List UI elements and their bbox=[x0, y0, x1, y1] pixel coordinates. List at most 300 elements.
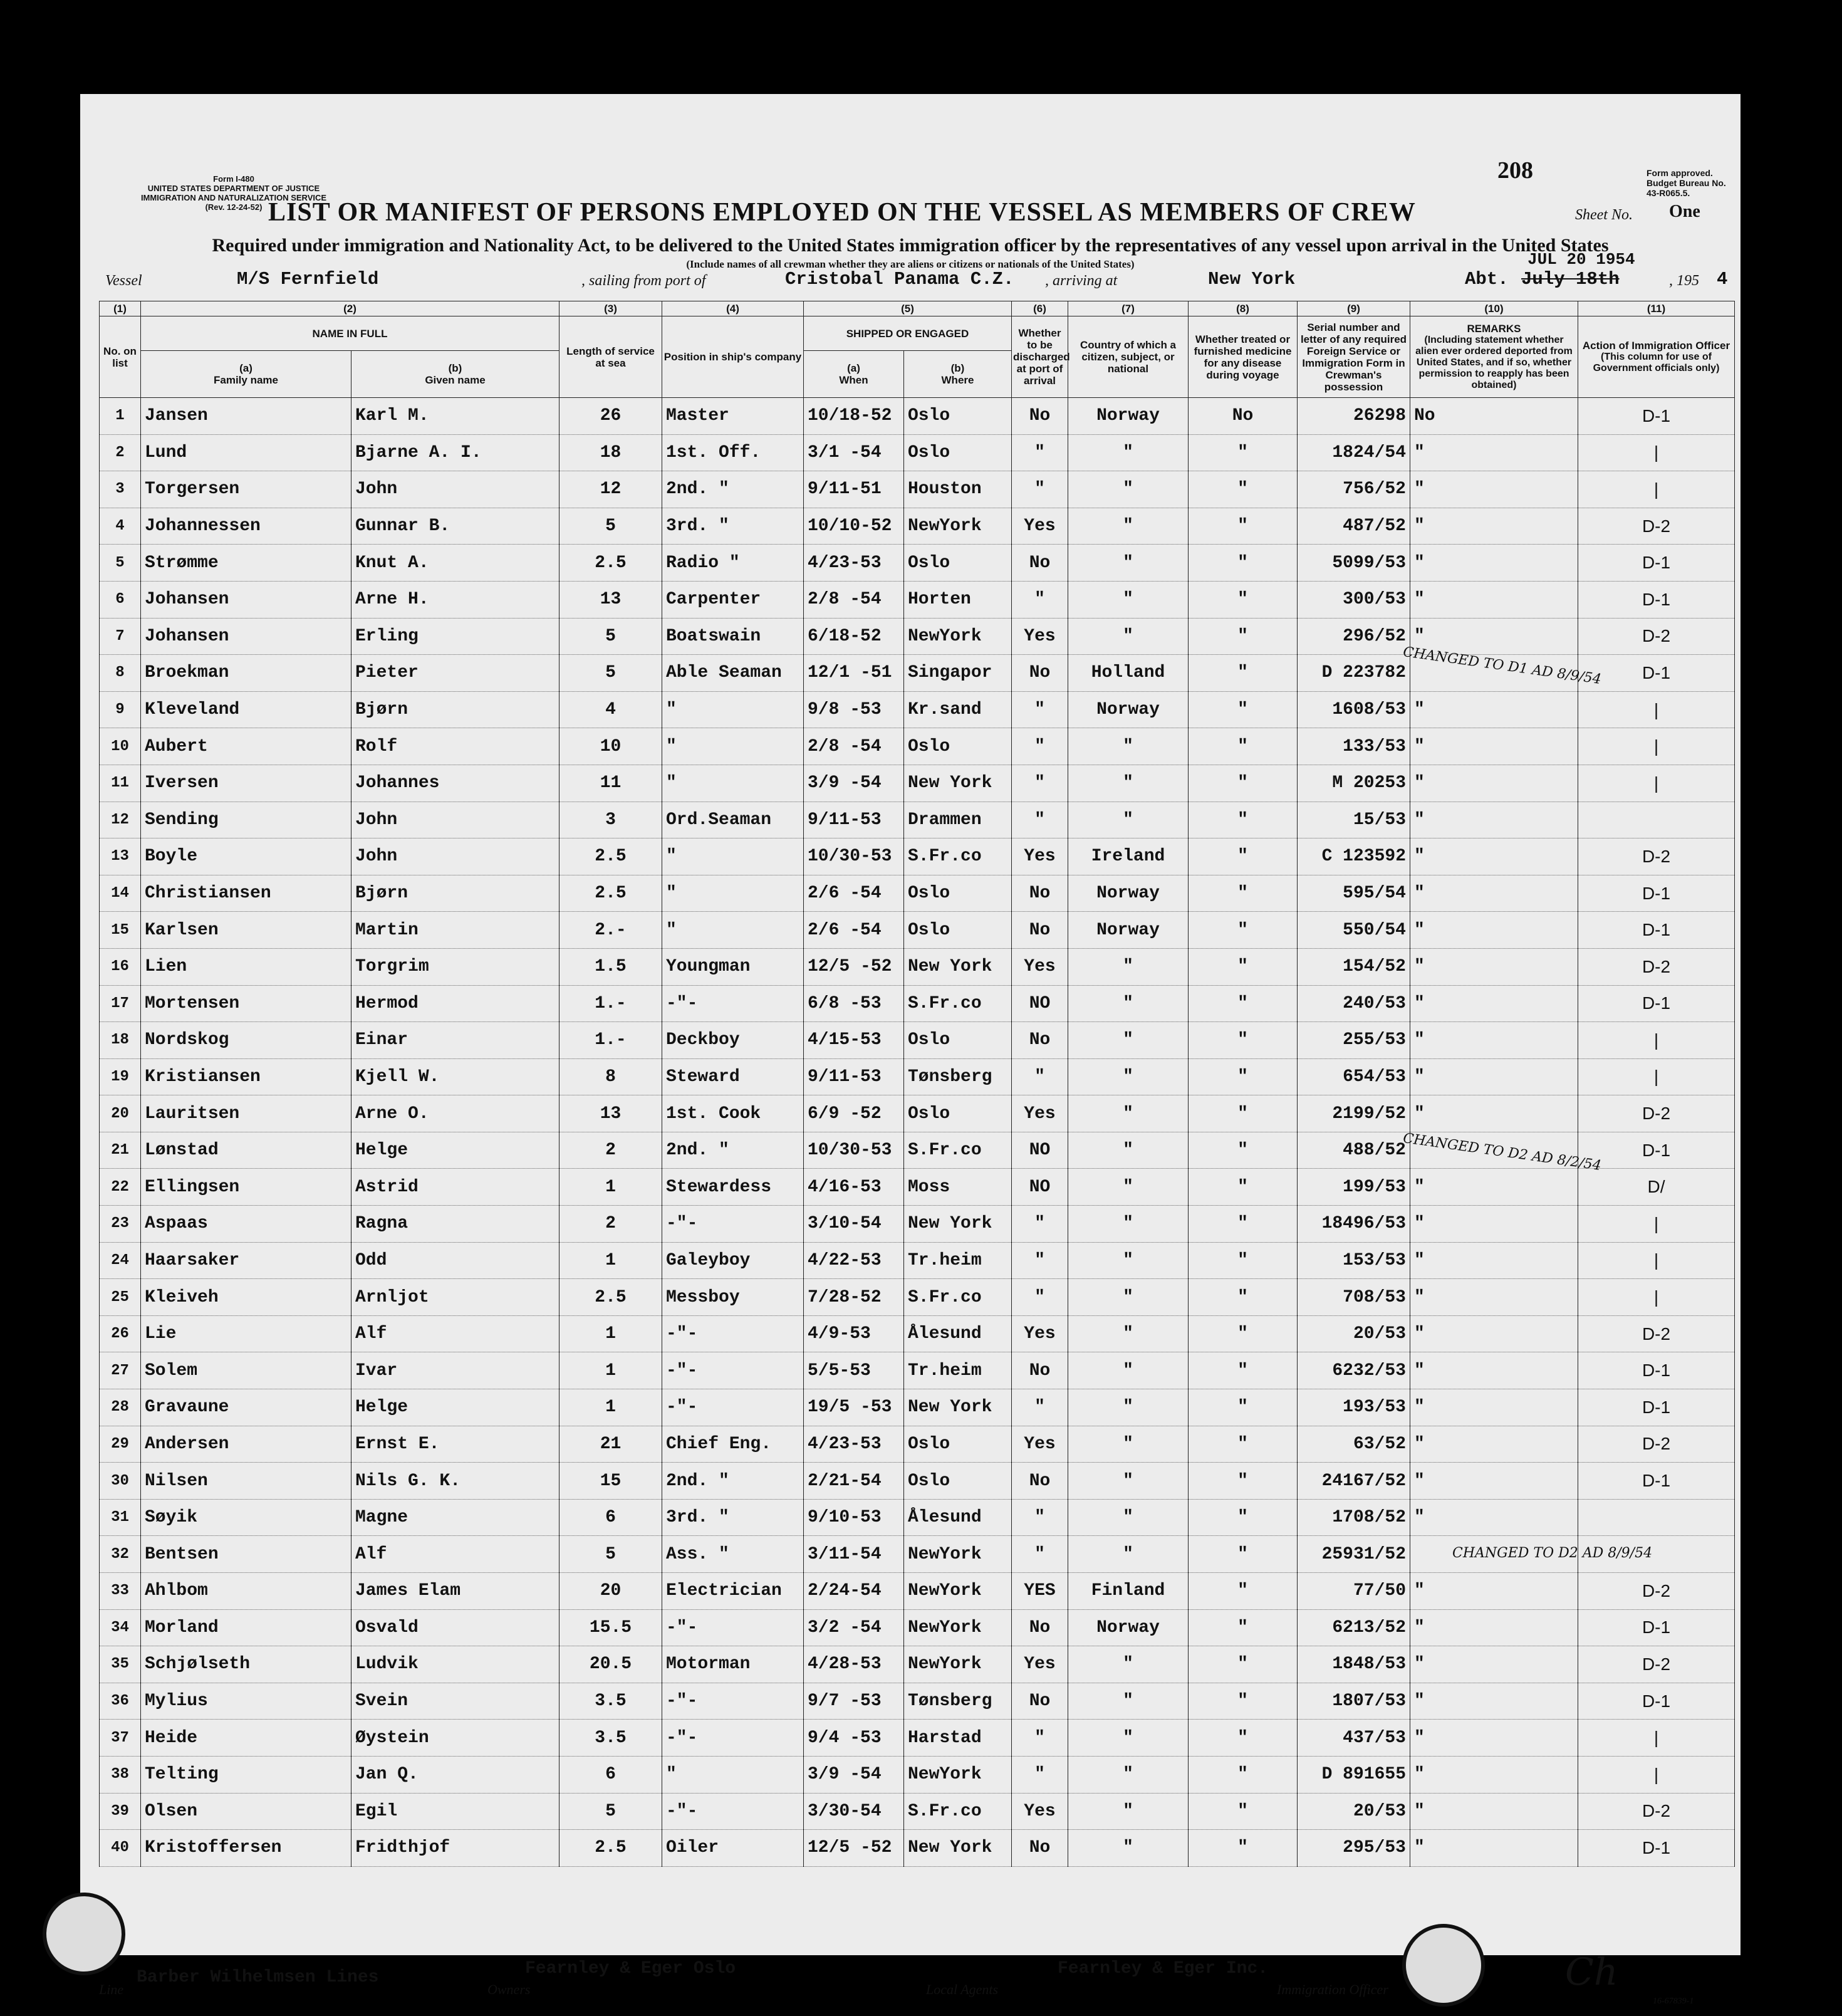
immigration-action-cell: D-2 bbox=[1578, 618, 1735, 655]
table-row bbox=[100, 1206, 1735, 1243]
shipped-when-cell: 4/15-53 bbox=[804, 1022, 904, 1059]
row-number-cell: 14 bbox=[100, 875, 141, 912]
family-name-cell: Heide bbox=[141, 1720, 351, 1757]
serial-number-cell: 1824/54 bbox=[1298, 434, 1410, 471]
shipped-where-cell: Tønsberg bbox=[904, 1058, 1012, 1095]
family-name-cell: Ellingsen bbox=[141, 1169, 351, 1206]
discharged-cell: No bbox=[1012, 1609, 1068, 1646]
table-row bbox=[100, 838, 1735, 875]
table-row bbox=[100, 508, 1735, 545]
country-cell: " bbox=[1068, 1242, 1189, 1279]
family-name-cell: Johansen bbox=[141, 581, 351, 618]
service-length-cell: 2.5 bbox=[559, 875, 662, 912]
treated-cell: " bbox=[1189, 728, 1298, 765]
family-name-cell: Lund bbox=[141, 434, 351, 471]
col-num-10: (10) bbox=[1410, 301, 1578, 316]
treated-cell: " bbox=[1189, 875, 1298, 912]
treated-cell: " bbox=[1189, 912, 1298, 949]
serial-number-cell: 18496/53 bbox=[1298, 1206, 1410, 1243]
immigration-action-cell: D-2 bbox=[1578, 1793, 1735, 1830]
service-length-cell: 2.- bbox=[559, 912, 662, 949]
remarks-cell: " bbox=[1410, 1573, 1578, 1610]
table-row bbox=[100, 765, 1735, 802]
shipped-where-cell: Horten bbox=[904, 581, 1012, 618]
row-number-cell: 30 bbox=[100, 1463, 141, 1500]
given-name-cell: Egil bbox=[351, 1793, 559, 1830]
manifest-footer bbox=[99, 1950, 1734, 2006]
shipped-where-cell: Drammen bbox=[904, 802, 1012, 838]
given-name-cell: Martin bbox=[351, 912, 559, 949]
vessel-label: Vessel bbox=[105, 273, 142, 289]
shipped-when-cell: 12/5 -52 bbox=[804, 948, 904, 985]
serial-number-cell: 1608/53 bbox=[1298, 691, 1410, 728]
position-cell: Radio " bbox=[662, 545, 804, 582]
table-row bbox=[100, 1315, 1735, 1352]
discharged-cell: " bbox=[1012, 1389, 1068, 1426]
service-length-cell: 2.5 bbox=[559, 545, 662, 582]
immigration-action-cell: D-1 bbox=[1578, 912, 1735, 949]
remarks-cell: " bbox=[1410, 434, 1578, 471]
shipped-where-cell: New York bbox=[904, 765, 1012, 802]
position-cell: 2nd. " bbox=[662, 471, 804, 508]
discharged-cell: NO bbox=[1012, 985, 1068, 1022]
family-name-cell: Broekman bbox=[141, 655, 351, 692]
immigration-action-cell: D-2 bbox=[1578, 1426, 1735, 1463]
table-row bbox=[100, 728, 1735, 765]
service-length-cell: 20.5 bbox=[559, 1646, 662, 1683]
table-row bbox=[100, 1242, 1735, 1279]
service-length-cell: 5 bbox=[559, 655, 662, 692]
service-length-cell: 2.5 bbox=[559, 1279, 662, 1316]
remarks-cell: " bbox=[1410, 1756, 1578, 1793]
shipped-when-cell: 4/23-53 bbox=[804, 545, 904, 582]
position-cell: " bbox=[662, 875, 804, 912]
immigration-action-cell: D-1 bbox=[1578, 1830, 1735, 1867]
remarks-cell: " bbox=[1410, 728, 1578, 765]
given-name-cell: Arnljot bbox=[351, 1279, 559, 1316]
year-value: 4 bbox=[1717, 269, 1728, 290]
treated-cell: " bbox=[1189, 1536, 1298, 1573]
family-name-cell: Iversen bbox=[141, 765, 351, 802]
officer-label: Immigration Officer bbox=[1277, 1982, 1388, 1997]
remarks-cell: " bbox=[1410, 1683, 1578, 1720]
remarks-cell: " bbox=[1410, 1022, 1578, 1059]
table-row bbox=[100, 1720, 1735, 1757]
position-cell: Galeyboy bbox=[662, 1242, 804, 1279]
discharged-cell: No bbox=[1012, 875, 1068, 912]
immigration-action-cell: D-1 bbox=[1578, 545, 1735, 582]
table-row bbox=[100, 471, 1735, 508]
action-note: (This column for use of Government officials only) bbox=[1593, 352, 1720, 373]
position-cell: -"- bbox=[662, 1389, 804, 1426]
form-code: 16-67839-1 bbox=[1653, 1997, 1694, 2006]
discharged-cell: " bbox=[1012, 1720, 1068, 1757]
shipped-when-cell: 6/9 -52 bbox=[804, 1095, 904, 1132]
table-row bbox=[100, 618, 1735, 655]
immigration-action-cell: D-1 bbox=[1578, 398, 1735, 435]
shipped-when-cell: 3/30-54 bbox=[804, 1793, 904, 1830]
remarks-cell: " bbox=[1410, 1169, 1578, 1206]
immigration-action-cell: D-2 bbox=[1578, 1315, 1735, 1352]
discharged-cell: " bbox=[1012, 434, 1068, 471]
country-cell: " bbox=[1068, 728, 1189, 765]
treated-cell: " bbox=[1189, 545, 1298, 582]
budget-bureau-note bbox=[1647, 168, 1741, 198]
country-cell: " bbox=[1068, 545, 1189, 582]
serial-header: Serial number and letter of any required Foreign Service or Immigration Form in Crewman's possession bbox=[1298, 316, 1410, 398]
vessel-name: M/S Fernfield bbox=[237, 269, 379, 290]
shipped-where-cell: S.Fr.co bbox=[904, 838, 1012, 875]
given-letter: (b) bbox=[448, 362, 462, 374]
col-num-11: (11) bbox=[1578, 301, 1735, 316]
shipped-when-cell: 9/8 -53 bbox=[804, 691, 904, 728]
serial-number-cell: 193/53 bbox=[1298, 1389, 1410, 1426]
col-num-1: (1) bbox=[100, 301, 141, 316]
service-length-cell: 2 bbox=[559, 1206, 662, 1243]
family-name-cell: Strømme bbox=[141, 545, 351, 582]
name-in-full-header: NAME IN FULL bbox=[141, 316, 559, 351]
shipped-when-cell: 3/11-54 bbox=[804, 1536, 904, 1573]
shipped-when-cell: 12/5 -52 bbox=[804, 1830, 904, 1867]
service-name: IMMIGRATION AND NATURALIZATION SERVICE bbox=[140, 193, 327, 202]
given-name-cell: John bbox=[351, 802, 559, 838]
table-row bbox=[100, 1830, 1735, 1867]
serial-number-cell: 24167/52 bbox=[1298, 1463, 1410, 1500]
country-cell: " bbox=[1068, 765, 1189, 802]
handwritten-change-note: CHANGED TO D2 AD 8/2/54 bbox=[1402, 1130, 1603, 1174]
shipped-when-cell: 3/10-54 bbox=[804, 1206, 904, 1243]
immigration-action-cell: | bbox=[1578, 1022, 1735, 1059]
service-length-cell: 5 bbox=[559, 508, 662, 545]
shipped-where-cell: Houston bbox=[904, 471, 1012, 508]
discharged-cell: " bbox=[1012, 1279, 1068, 1316]
row-number-cell: 28 bbox=[100, 1389, 141, 1426]
shipped-where-cell: S.Fr.co bbox=[904, 1793, 1012, 1830]
discharged-header: Whether to be discharged at port of arrival bbox=[1012, 316, 1068, 398]
row-number-cell: 17 bbox=[100, 985, 141, 1022]
service-length-cell: 10 bbox=[559, 728, 662, 765]
row-number-cell: 34 bbox=[100, 1609, 141, 1646]
country-cell: " bbox=[1068, 434, 1189, 471]
shipped-when-cell: 10/10-52 bbox=[804, 508, 904, 545]
shipped-when-cell: 2/21-54 bbox=[804, 1463, 904, 1500]
position-cell: " bbox=[662, 1756, 804, 1793]
serial-number-cell: 295/53 bbox=[1298, 1830, 1410, 1867]
port-seal-stamp bbox=[1393, 1914, 1494, 2016]
serial-number-cell: 255/53 bbox=[1298, 1022, 1410, 1059]
immigration-action-cell: D-1 bbox=[1578, 1389, 1735, 1426]
row-number-cell: 20 bbox=[100, 1095, 141, 1132]
family-name-cell: Ahlbom bbox=[141, 1573, 351, 1610]
country-cell: " bbox=[1068, 1499, 1189, 1536]
when-letter: (a) bbox=[847, 362, 860, 374]
shipped-where-cell: Oslo bbox=[904, 545, 1012, 582]
country-cell: " bbox=[1068, 471, 1189, 508]
manifest-title: LIST OR MANIFEST OF PERSONS EMPLOYED ON THE VESSEL AS MEMBERS OF CREW bbox=[268, 198, 1416, 227]
shipped-when-cell: 9/7 -53 bbox=[804, 1683, 904, 1720]
serial-number-cell: 300/53 bbox=[1298, 581, 1410, 618]
given-name-cell: John bbox=[351, 838, 559, 875]
shipped-when-cell: 4/9-53 bbox=[804, 1315, 904, 1352]
row-number-cell: 36 bbox=[100, 1683, 141, 1720]
shipped-where-cell: Tønsberg bbox=[904, 1683, 1012, 1720]
sailing-port: Cristobal Panama C.Z. bbox=[785, 269, 1014, 290]
shipped-when-cell: 5/5-53 bbox=[804, 1352, 904, 1389]
country-cell: Holland bbox=[1068, 655, 1189, 692]
remarks-cell: " bbox=[1410, 1609, 1578, 1646]
row-number-cell: 35 bbox=[100, 1646, 141, 1683]
remarks-cell: " bbox=[1410, 912, 1578, 949]
row-number-cell: 39 bbox=[100, 1793, 141, 1830]
shipped-where-cell: Oslo bbox=[904, 912, 1012, 949]
country-cell: " bbox=[1068, 1206, 1189, 1243]
row-number-cell: 8 bbox=[100, 655, 141, 692]
position-cell: -"- bbox=[662, 1315, 804, 1352]
shipped-where-cell: Oslo bbox=[904, 1095, 1012, 1132]
table-row bbox=[100, 691, 1735, 728]
table-row bbox=[100, 1389, 1735, 1426]
country-cell: " bbox=[1068, 1683, 1189, 1720]
shipped-when-cell: 4/16-53 bbox=[804, 1169, 904, 1206]
country-cell: " bbox=[1068, 1720, 1189, 1757]
given-name-cell: Torgrim bbox=[351, 948, 559, 985]
discharged-cell: " bbox=[1012, 581, 1068, 618]
position-cell: Motorman bbox=[662, 1646, 804, 1683]
position-cell: 3rd. " bbox=[662, 508, 804, 545]
row-number-cell: 6 bbox=[100, 581, 141, 618]
family-name-cell: Gravaune bbox=[141, 1389, 351, 1426]
position-cell: Master bbox=[662, 398, 804, 435]
position-cell: Ord.Seaman bbox=[662, 802, 804, 838]
position-cell: Oiler bbox=[662, 1830, 804, 1867]
remarks-cell: " bbox=[1410, 1279, 1578, 1316]
family-name-cell: Andersen bbox=[141, 1426, 351, 1463]
country-cell: " bbox=[1068, 1279, 1189, 1316]
year-label: , 195 bbox=[1669, 273, 1699, 289]
serial-number-cell: 654/53 bbox=[1298, 1058, 1410, 1095]
treated-cell: " bbox=[1189, 1315, 1298, 1352]
serial-number-cell: 240/53 bbox=[1298, 985, 1410, 1022]
row-number-cell: 5 bbox=[100, 545, 141, 582]
country-cell: " bbox=[1068, 1022, 1189, 1059]
immigration-action-cell: D-1 bbox=[1578, 1132, 1735, 1169]
given-name-cell: Svein bbox=[351, 1683, 559, 1720]
country-cell: Norway bbox=[1068, 875, 1189, 912]
given-name-cell: Arne O. bbox=[351, 1095, 559, 1132]
remarks-cell: " bbox=[1410, 1242, 1578, 1279]
row-number-cell: 21 bbox=[100, 1132, 141, 1169]
agents-label: Local Agents bbox=[926, 1982, 999, 1997]
row-number-cell: 25 bbox=[100, 1279, 141, 1316]
position-cell: Electrician bbox=[662, 1573, 804, 1610]
serial-number-cell: 550/54 bbox=[1298, 912, 1410, 949]
shipped-when-cell: 9/4 -53 bbox=[804, 1720, 904, 1757]
remarks-cell: " bbox=[1410, 1793, 1578, 1830]
immigration-action-cell: D-2 bbox=[1578, 1573, 1735, 1610]
received-stamp-date: JUL 20 1954 bbox=[1527, 250, 1635, 269]
treated-cell: " bbox=[1189, 1756, 1298, 1793]
discharged-cell: No bbox=[1012, 545, 1068, 582]
remarks-cell: " bbox=[1410, 581, 1578, 618]
treated-cell: " bbox=[1189, 838, 1298, 875]
remarks-cell: " bbox=[1410, 1389, 1578, 1426]
shipped-when-cell: 2/6 -54 bbox=[804, 875, 904, 912]
given-name-cell: Ernst E. bbox=[351, 1426, 559, 1463]
treated-cell: " bbox=[1189, 1022, 1298, 1059]
discharged-cell: Yes bbox=[1012, 1646, 1068, 1683]
immigration-action-cell: D-1 bbox=[1578, 875, 1735, 912]
discharged-cell: " bbox=[1012, 1756, 1068, 1793]
service-length-cell: 2 bbox=[559, 1132, 662, 1169]
country-cell: " bbox=[1068, 1058, 1189, 1095]
discharged-cell: Yes bbox=[1012, 1793, 1068, 1830]
serial-number-cell: D 223782 bbox=[1298, 655, 1410, 692]
family-name-cell: Søyik bbox=[141, 1499, 351, 1536]
treated-cell: " bbox=[1189, 1609, 1298, 1646]
treated-cell: " bbox=[1189, 985, 1298, 1022]
service-length-cell: 3 bbox=[559, 802, 662, 838]
crew-manifest-page bbox=[80, 94, 1741, 2006]
serial-number-cell: 77/50 bbox=[1298, 1573, 1410, 1610]
country-cell: " bbox=[1068, 508, 1189, 545]
treated-cell: " bbox=[1189, 618, 1298, 655]
immigration-action-cell: | bbox=[1578, 765, 1735, 802]
treated-cell: " bbox=[1189, 691, 1298, 728]
shipped-when-cell: 3/9 -54 bbox=[804, 1756, 904, 1793]
immigration-action-cell: D/ bbox=[1578, 1169, 1735, 1206]
service-length-cell: 1.- bbox=[559, 1022, 662, 1059]
row-number-cell: 40 bbox=[100, 1830, 141, 1867]
table-row bbox=[100, 1499, 1735, 1536]
shipped-where-cell: NewYork bbox=[904, 618, 1012, 655]
given-name-cell: Bjørn bbox=[351, 875, 559, 912]
serial-number-cell: 153/53 bbox=[1298, 1242, 1410, 1279]
immigration-action-cell: D-1 bbox=[1578, 1683, 1735, 1720]
discharged-cell: Yes bbox=[1012, 1426, 1068, 1463]
immigration-action-cell: | bbox=[1578, 1720, 1735, 1757]
service-length-cell: 5 bbox=[559, 1536, 662, 1573]
shipped-where-cell: Oslo bbox=[904, 398, 1012, 435]
serial-number-cell: 6232/53 bbox=[1298, 1352, 1410, 1389]
row-number-cell: 33 bbox=[100, 1573, 141, 1610]
shipped-when-cell: 10/30-53 bbox=[804, 1132, 904, 1169]
position-cell: -"- bbox=[662, 1683, 804, 1720]
service-length-cell: 18 bbox=[559, 434, 662, 471]
service-length-cell: 6 bbox=[559, 1756, 662, 1793]
form-number: Form I-480 bbox=[213, 174, 254, 184]
country-cell: " bbox=[1068, 581, 1189, 618]
given-name-cell: Karl M. bbox=[351, 398, 559, 435]
date-prefix: Abt. bbox=[1465, 269, 1509, 290]
treated-cell: " bbox=[1189, 1242, 1298, 1279]
remarks-title: REMARKS bbox=[1467, 323, 1521, 335]
shipped-where-cell: NewYork bbox=[904, 508, 1012, 545]
budget-line: Budget Bureau No. 43-R065.5. bbox=[1647, 178, 1726, 198]
serial-number-cell: 199/53 bbox=[1298, 1169, 1410, 1206]
row-number-cell: 32 bbox=[100, 1536, 141, 1573]
family-name-cell: Kleiveh bbox=[141, 1279, 351, 1316]
when-header bbox=[804, 351, 904, 398]
row-number-cell: 4 bbox=[100, 508, 141, 545]
shipped-where-cell: Tr.heim bbox=[904, 1352, 1012, 1389]
treated-cell: " bbox=[1189, 1426, 1298, 1463]
position-cell: -"- bbox=[662, 1206, 804, 1243]
discharged-cell: NO bbox=[1012, 1132, 1068, 1169]
where-header bbox=[904, 351, 1012, 398]
serial-number-cell: 2199/52 bbox=[1298, 1095, 1410, 1132]
discharged-cell: " bbox=[1012, 728, 1068, 765]
position-cell: Youngman bbox=[662, 948, 804, 985]
discharged-cell: " bbox=[1012, 1499, 1068, 1536]
treated-cell: " bbox=[1189, 1499, 1298, 1536]
col-num-7: (7) bbox=[1068, 301, 1189, 316]
treated-cell: " bbox=[1189, 1279, 1298, 1316]
given-name-cell: Osvald bbox=[351, 1609, 559, 1646]
shipped-where-cell: New York bbox=[904, 948, 1012, 985]
remarks-cell: " bbox=[1410, 1646, 1578, 1683]
immigration-action-cell: | bbox=[1578, 1242, 1735, 1279]
service-length-cell: 13 bbox=[559, 1095, 662, 1132]
shipped-when-cell: 6/8 -53 bbox=[804, 985, 904, 1022]
country-cell: " bbox=[1068, 1389, 1189, 1426]
col-num-9: (9) bbox=[1298, 301, 1410, 316]
row-number-cell: 38 bbox=[100, 1756, 141, 1793]
position-cell: " bbox=[662, 838, 804, 875]
treated-cell: " bbox=[1189, 1683, 1298, 1720]
shipped-when-cell: 9/11-51 bbox=[804, 471, 904, 508]
position-cell: Able Seaman bbox=[662, 655, 804, 692]
family-name-cell: Solem bbox=[141, 1352, 351, 1389]
treated-cell: " bbox=[1189, 434, 1298, 471]
treated-cell: " bbox=[1189, 948, 1298, 985]
serial-number-cell: 5099/53 bbox=[1298, 545, 1410, 582]
country-cell: " bbox=[1068, 1830, 1189, 1867]
shipped-where-cell: New York bbox=[904, 1830, 1012, 1867]
immigration-action-cell: D-2 bbox=[1578, 1646, 1735, 1683]
shipped-when-cell: 2/6 -54 bbox=[804, 912, 904, 949]
shipped-when-cell: 9/11-53 bbox=[804, 802, 904, 838]
position-cell: " bbox=[662, 765, 804, 802]
country-cell: " bbox=[1068, 1132, 1189, 1169]
row-number-cell: 37 bbox=[100, 1720, 141, 1757]
crew-table bbox=[99, 301, 1735, 1867]
position-cell: Stewardess bbox=[662, 1169, 804, 1206]
service-length-cell: 3.5 bbox=[559, 1683, 662, 1720]
position-cell: 1st. Off. bbox=[662, 434, 804, 471]
country-cell: " bbox=[1068, 1463, 1189, 1500]
row-number-cell: 16 bbox=[100, 948, 141, 985]
family-name-cell: Lønstad bbox=[141, 1132, 351, 1169]
given-name-cell: Odd bbox=[351, 1242, 559, 1279]
shipped-where-cell: NewYork bbox=[904, 1609, 1012, 1646]
table-row bbox=[100, 1022, 1735, 1059]
given-name-cell: Jan Q. bbox=[351, 1756, 559, 1793]
discharged-cell: No bbox=[1012, 1683, 1068, 1720]
row-number-cell: 11 bbox=[100, 765, 141, 802]
position-cell: Boatswain bbox=[662, 618, 804, 655]
discharged-cell: NO bbox=[1012, 1169, 1068, 1206]
row-number-cell: 29 bbox=[100, 1426, 141, 1463]
country-cell: " bbox=[1068, 1352, 1189, 1389]
serial-number-cell: 133/53 bbox=[1298, 728, 1410, 765]
given-name-cell: Fridthjof bbox=[351, 1830, 559, 1867]
country-cell: Norway bbox=[1068, 398, 1189, 435]
treated-cell: " bbox=[1189, 1573, 1298, 1610]
given-name-cell: Ludvik bbox=[351, 1646, 559, 1683]
family-name-cell: Kleveland bbox=[141, 691, 351, 728]
row-number-cell: 22 bbox=[100, 1169, 141, 1206]
shipped-when-cell: 12/1 -51 bbox=[804, 655, 904, 692]
